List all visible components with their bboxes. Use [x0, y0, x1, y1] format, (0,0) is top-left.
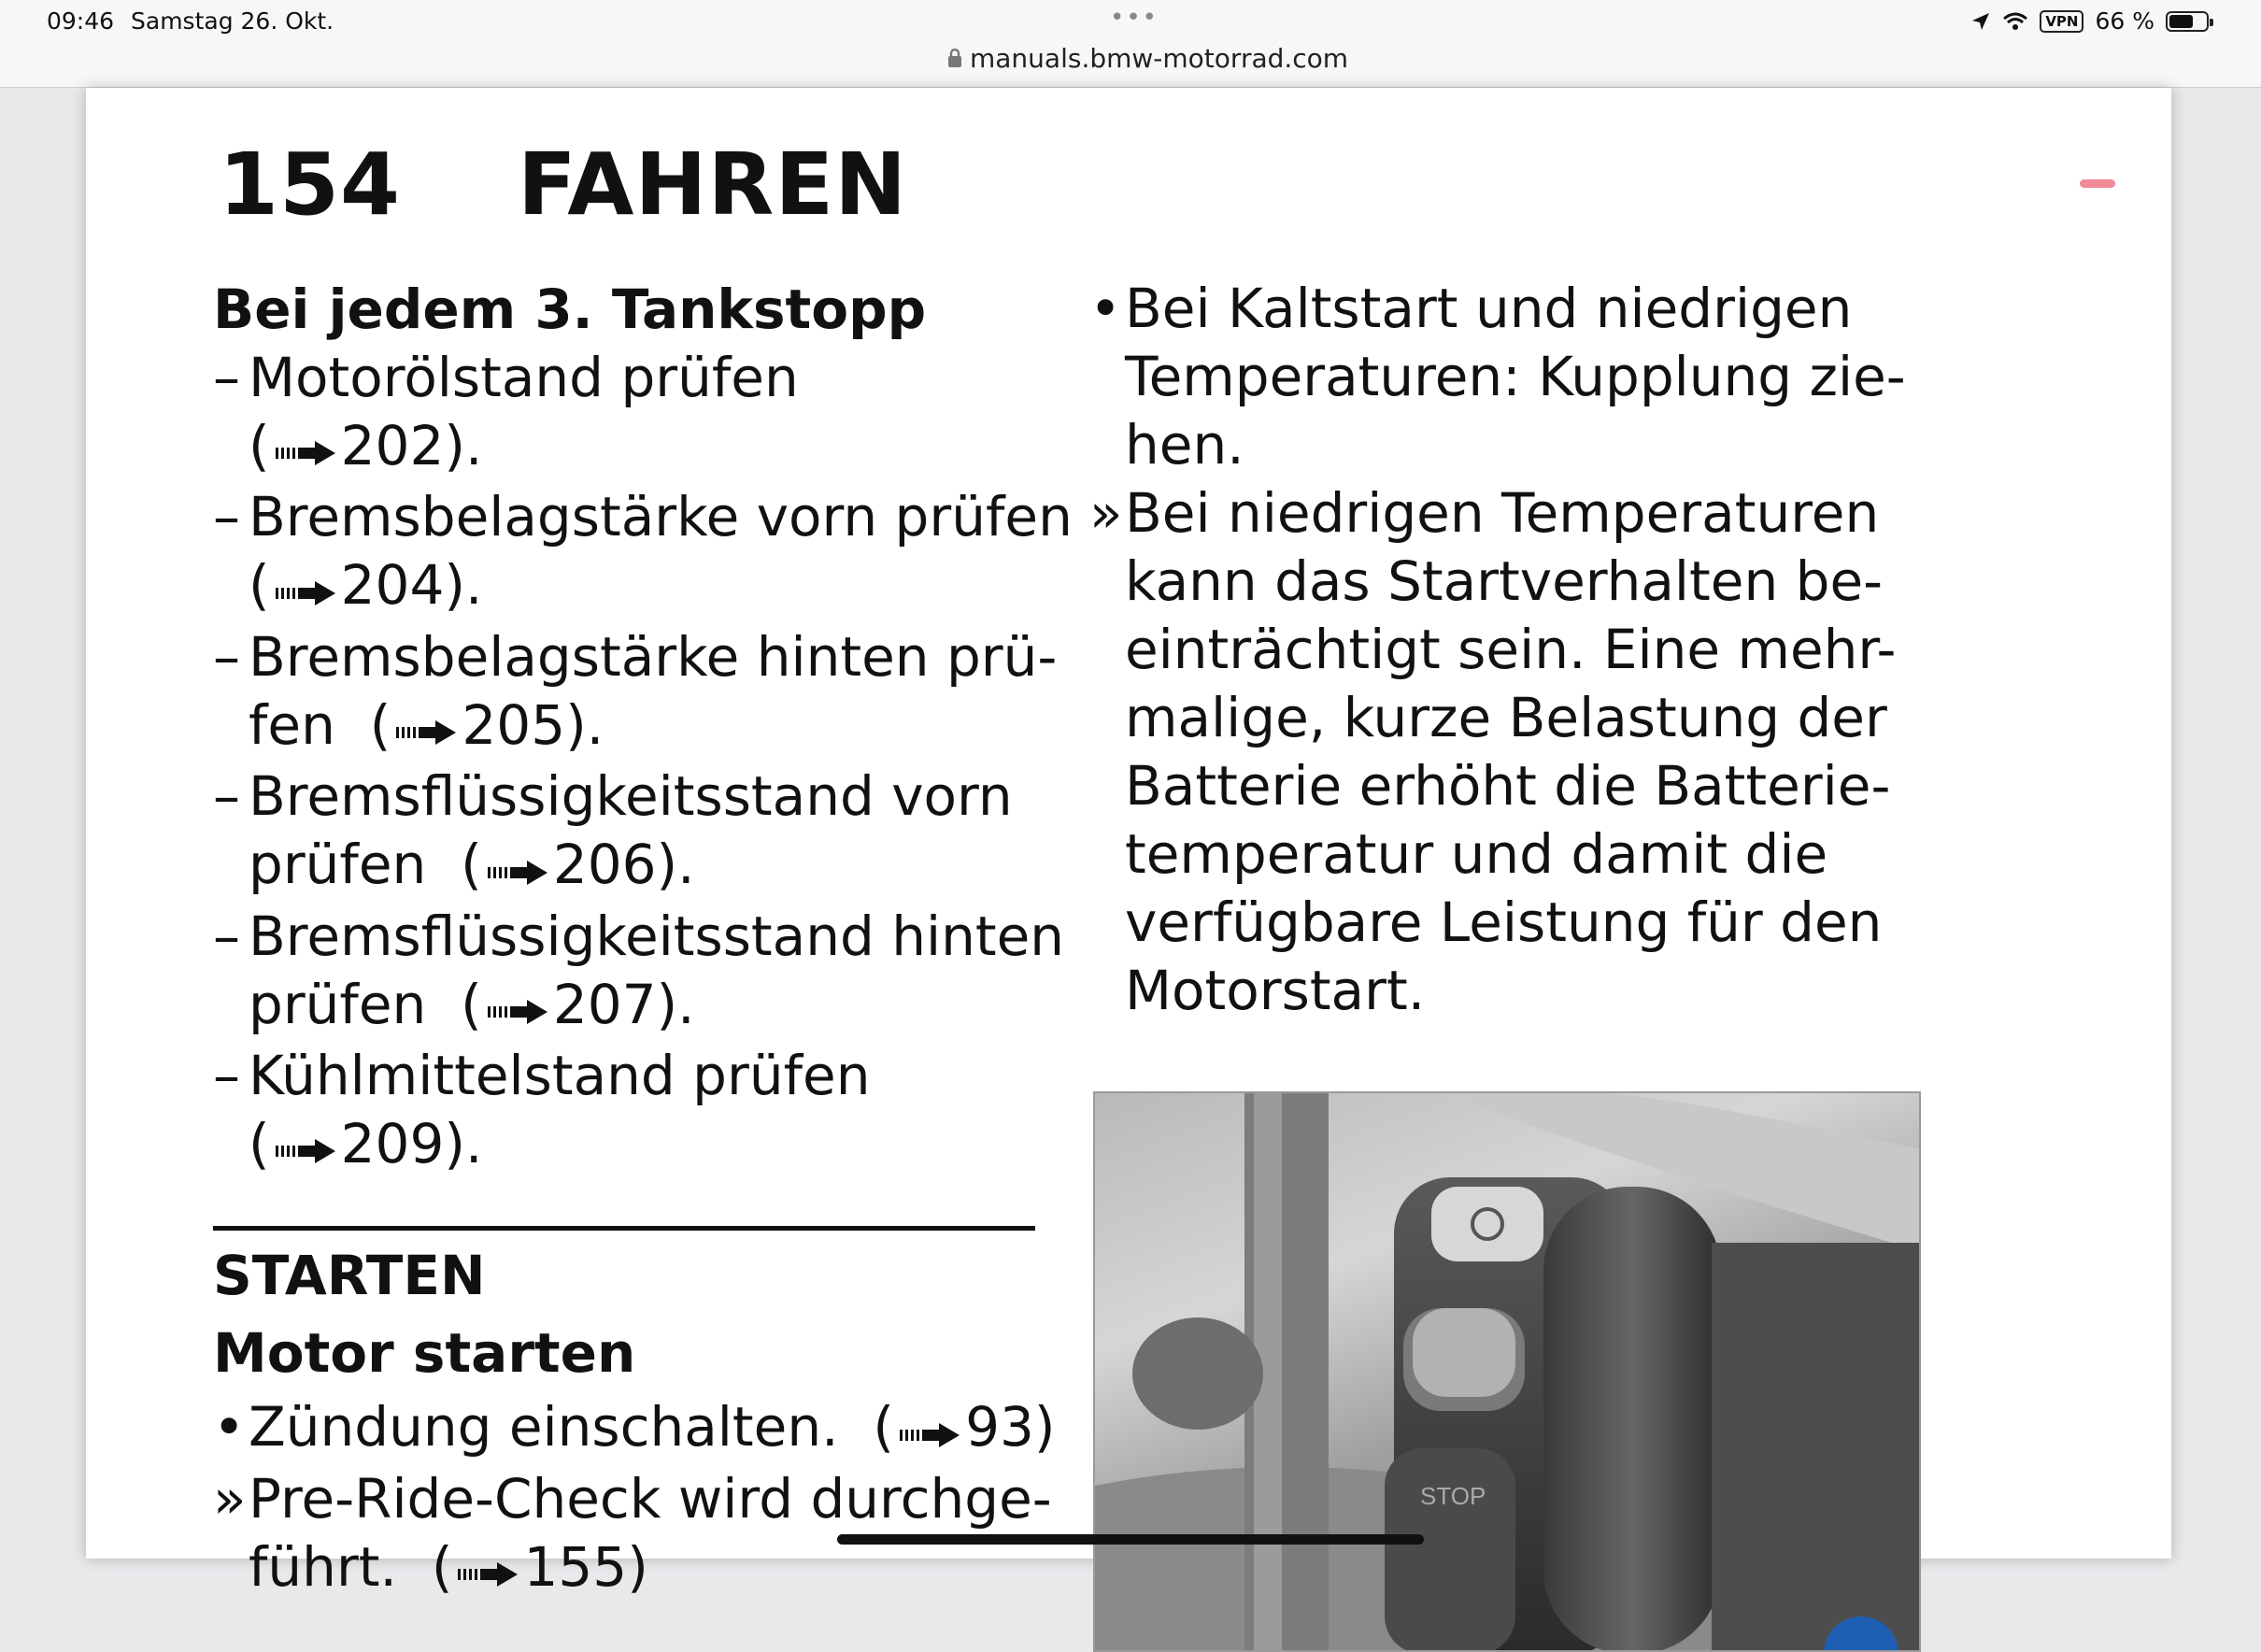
step-result-cont: kann das Startverhalten be-	[1125, 549, 1884, 613]
step-result-cont: Motorstart.	[1125, 959, 1426, 1022]
check-item: – Kühlmittelstand prüfen	[213, 1043, 871, 1107]
page-reference-link[interactable]: ( 202).	[213, 412, 1129, 483]
page-reference-link[interactable]: führt. ( 155)	[213, 1533, 1129, 1604]
page-reference-link[interactable]: ( 204).	[213, 551, 1129, 622]
page-ref-arrow-icon	[274, 415, 337, 483]
vpn-badge: VPN	[2040, 10, 2083, 33]
page-reference-link[interactable]: prüfen ( 206).	[213, 831, 1129, 902]
check-item: – Bremsbelagstärke hinten prü-	[213, 624, 1058, 689]
page-ref-arrow-icon	[486, 974, 549, 1042]
step-bullet-cont: hen.	[1125, 413, 1244, 477]
step-result: »Pre-Ride-Check wird durchge-	[213, 1466, 1052, 1531]
page-ref-arrow-icon	[898, 1397, 961, 1465]
status-date: Samstag 26. Okt.	[131, 7, 334, 35]
step-result-cont: verfügbare Leistung für den	[1125, 890, 1883, 954]
page-ref-arrow-icon	[456, 1536, 519, 1604]
handlebar-switch-image	[1093, 1091, 1921, 1652]
page-ref-arrow-icon	[486, 834, 549, 903]
lock-icon	[947, 49, 962, 67]
left-column	[213, 275, 1129, 1604]
section-divider	[213, 1226, 1035, 1231]
url-text: manuals.bmw-motorrad.com	[970, 42, 1349, 74]
page-number: 154	[219, 135, 402, 235]
tankstopp-heading: Bei jedem 3. Tankstopp	[213, 278, 927, 341]
right-column	[1089, 275, 2117, 1025]
browser-top-bar	[0, 0, 2261, 88]
status-time: 09:46	[47, 7, 115, 35]
step-bullet: •Bei Kaltstart und niedrigen	[1089, 277, 1853, 340]
step-result-cont: temperatur und damit die	[1125, 822, 1828, 886]
step-bullet[interactable]: •Zündung einschalten. ( 93)	[213, 1393, 1129, 1464]
check-item: – Bremsflüssigkeitsstand hinten	[213, 904, 1065, 968]
annotation-mark	[2080, 179, 2115, 188]
step-result-cont: Batterie erhöht die Batterie-	[1125, 754, 1891, 818]
battery-percent: 66 %	[2095, 7, 2154, 35]
page-ref-arrow-icon	[274, 555, 337, 623]
subheading-motor-starten: Motor starten	[213, 1321, 636, 1386]
manual-page	[86, 88, 2171, 1599]
step-result-cont: einträchtigt sein. Eine mehr-	[1125, 618, 1897, 681]
step-bullet-cont: Temperaturen: Kupplung zie-	[1125, 345, 1906, 408]
home-indicator[interactable]	[837, 1534, 1424, 1545]
page-reference-link[interactable]: ( 209).	[213, 1110, 1129, 1181]
section-heading-starten: STARTEN	[213, 1244, 486, 1308]
location-icon	[1970, 11, 1991, 32]
page-ref-arrow-icon	[274, 1113, 337, 1181]
page-reference-link[interactable]: fen ( 205).	[213, 691, 1129, 762]
handlebar-switch-illustration	[1095, 1093, 1921, 1652]
battery-icon	[2166, 11, 2209, 32]
step-result: »Bei niedrigen Temperaturen	[1089, 481, 1880, 545]
check-item: – Bremsbelagstärke vorn prüfen	[213, 485, 1073, 549]
check-item: – Bremsflüssigkeitsstand vorn	[213, 764, 1013, 829]
wifi-icon	[2002, 11, 2028, 32]
page-ref-arrow-icon	[394, 694, 458, 762]
tab-more-dots-icon[interactable]: •••	[1110, 4, 1159, 32]
address-bar[interactable]	[947, 41, 1348, 75]
stop-label: STOP	[1420, 1482, 1486, 1510]
chapter-title: FAHREN	[518, 135, 908, 235]
page-reference-link[interactable]: prüfen ( 207).	[213, 971, 1129, 1042]
status-indicators	[1970, 7, 2209, 35]
step-result-cont: malige, kurze Belastung der	[1125, 686, 1887, 749]
check-item: – Motorölstand prüfen	[213, 346, 799, 409]
